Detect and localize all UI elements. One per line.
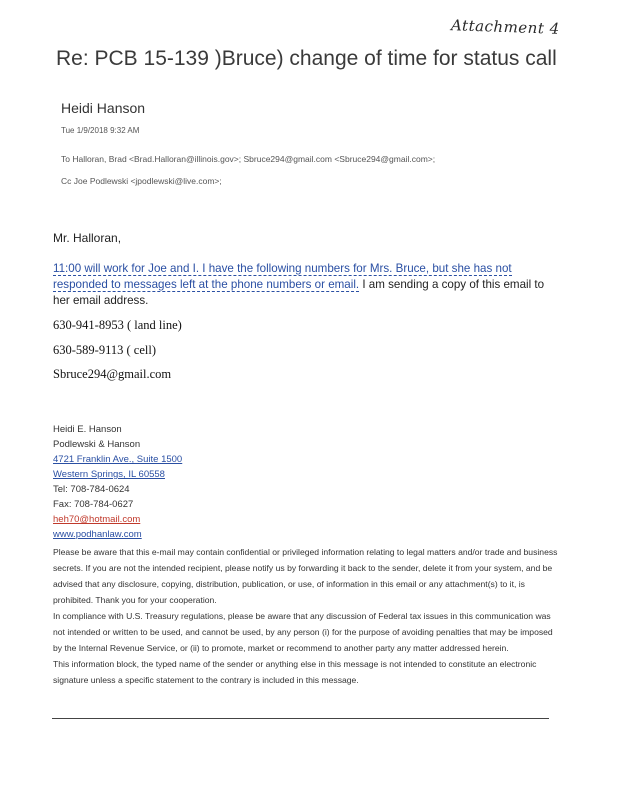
to-recipients: To Halloran, Brad <Brad.Halloran@illinois.gov>; Sbruce294@gmail.com <Sbruce294@gmail.com>; bbox=[61, 154, 436, 164]
signature-email-link[interactable]: heh70@hotmail.com bbox=[53, 514, 141, 525]
body-rest-text: I am sending a copy of this email to her email address. bbox=[53, 278, 545, 307]
body-paragraph bbox=[53, 261, 563, 309]
signature-website-link[interactable]: www.podhanlaw.com bbox=[53, 529, 142, 540]
contact-email: Sbruce294@gmail.com bbox=[53, 367, 172, 381]
signature-fax: Fax: 708-784-0627 bbox=[53, 499, 134, 510]
signature-name: Heidi E. Hanson bbox=[53, 424, 122, 435]
attachment-handwritten-note: Attachment 4 bbox=[450, 16, 561, 38]
disclaimer bbox=[53, 544, 563, 688]
email-subject: Re: PCB 15-139 )Bruce) change of time for status call bbox=[56, 47, 557, 70]
phone-land-line: 630-941-8953 ( land line) bbox=[53, 318, 182, 332]
greeting: Mr. Halloran, bbox=[53, 231, 122, 245]
signature-street-link[interactable]: 4721 Franklin Ave., Suite 1500 bbox=[53, 454, 183, 465]
signature-tel: Tel: 708-784-0624 bbox=[53, 484, 130, 495]
signature-city-link[interactable]: Western Springs, IL 60558 bbox=[53, 469, 165, 480]
body-quoted-text: 11:00 will work for Joe and I. I have the following numbers for Mrs. Bruce, but she has not responded to messages left at the phone numbers or email. bbox=[53, 262, 512, 291]
phone-cell: 630-589-9113 ( cell) bbox=[53, 343, 156, 357]
disclaimer-tax: In compliance with U.S. Treasury regulations, please be aware that any discussion of Federal tax issues in this communication was not intended or written to be used, and cannot be used, by any person (i) for the purpose of avoiding penalties that may be imposed by the Internal Revenue Service, or (ii) to promote, market or recommend to another party any matter addressed herein. bbox=[53, 611, 553, 653]
signature-firm: Podlewski & Hanson bbox=[53, 439, 141, 450]
sender-name: Heidi Hanson bbox=[61, 100, 146, 116]
disclaimer-confidentiality: Please be aware that this e-mail may contain confidential or privileged information relating to legal matters and/or trade and business secrets. If you are not the intended recipient, please notify us by forwarding it back to the sender, delete it from your system, and be advised that any disclosure, copying, distribution, publication, or use, of information in this email or any attachment(s) to it, is prohibited. Thank you for your cooperation. bbox=[53, 547, 558, 605]
sent-date: Tue 1/9/2018 9:32 AM bbox=[61, 126, 140, 135]
divider-line bbox=[52, 718, 549, 719]
disclaimer-signature: This information block, the typed name of the sender or anything else in this message is not intended to constitute an electronic signature unless a specific statement to the contrary is included in this message. bbox=[53, 659, 537, 685]
signature-block bbox=[53, 422, 182, 542]
cc-recipients: Cc Joe Podlewski <jpodlewski@live.com>; bbox=[61, 176, 222, 186]
